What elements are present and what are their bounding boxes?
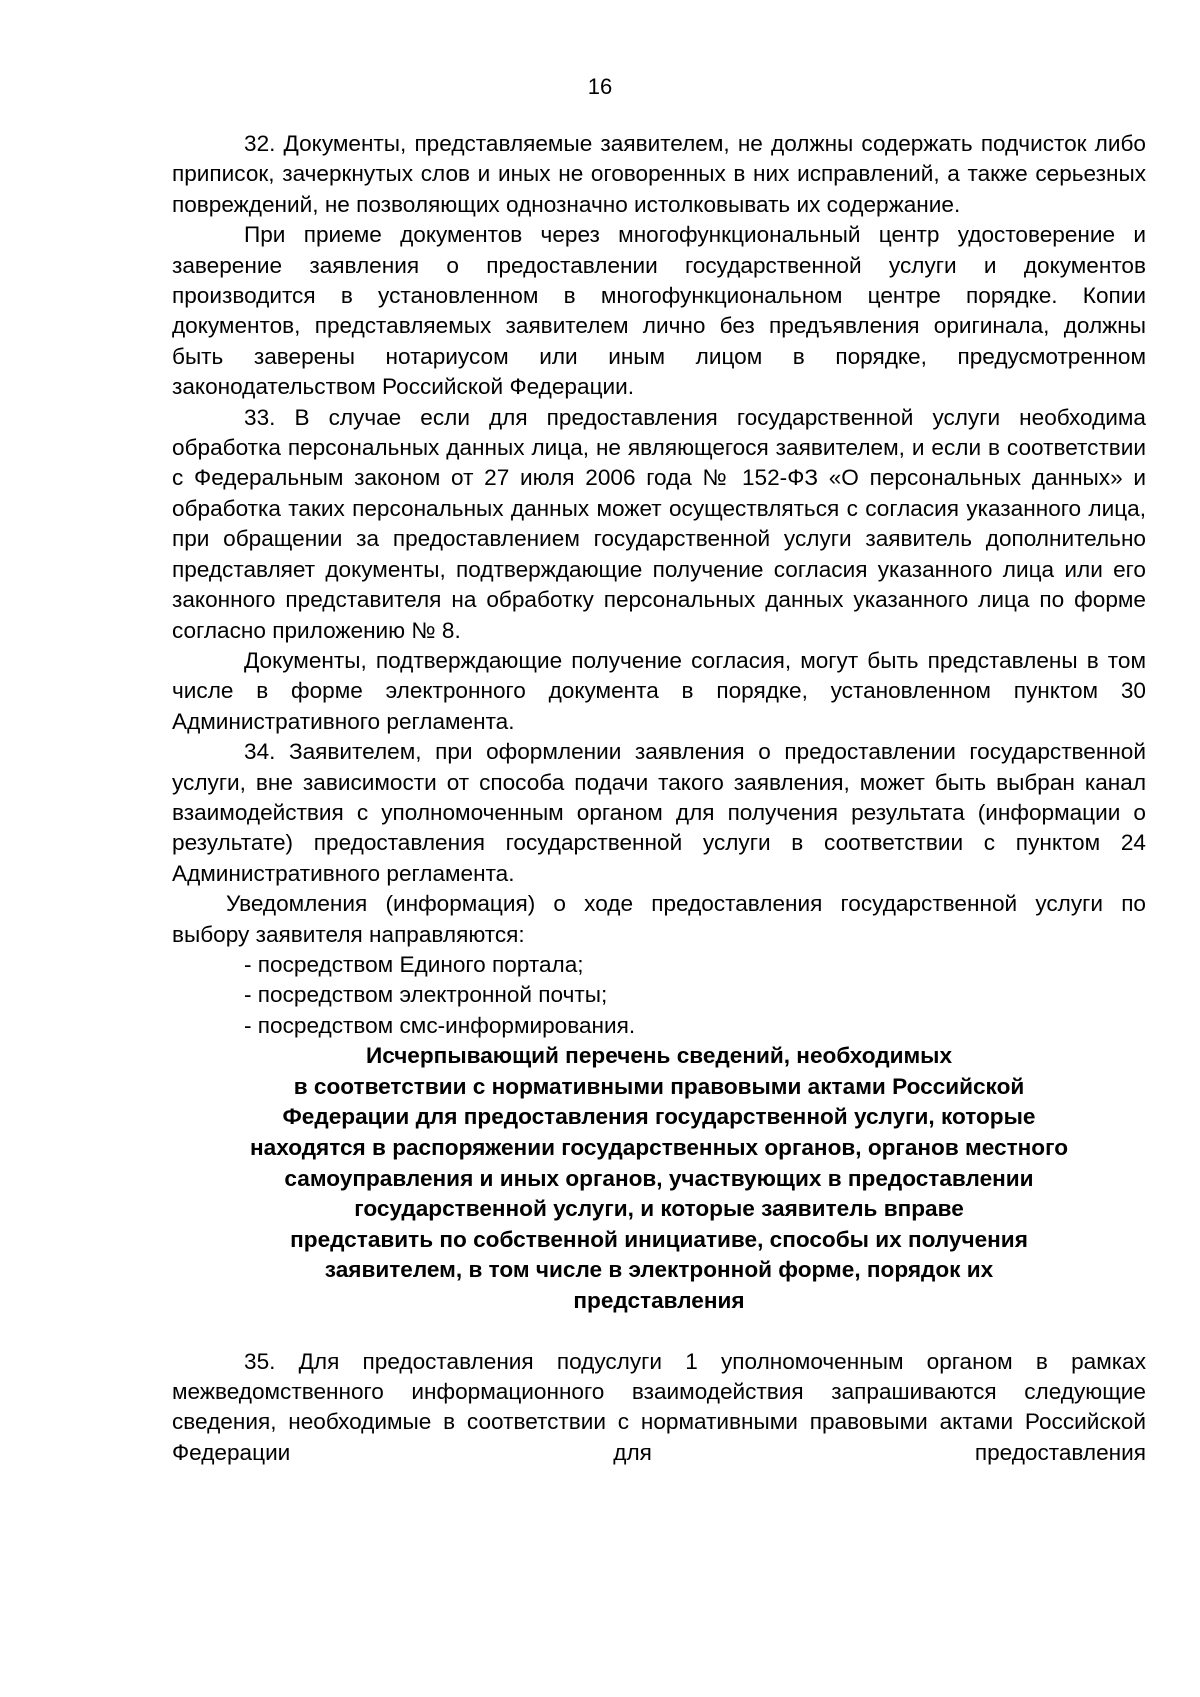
paragraph-32: 32. Документы, представляемые заявителем, не должны содержать подчисток либо приписок, зачеркнутых слов и иных не оговоренных в них исправлений, а также серьезных повреждений, не позволяющих однозначно истолковывать их содержание. — [172, 131, 1146, 217]
heading-line: Федерации для предоставления государственной услуги, которые — [282, 1104, 1036, 1130]
paragraph-33-continuation: Документы, подтверждающие получение согласия, могут быть представлены в том числе в форме электронного документа в порядке, установленном пунктом 30 Административного регламента. — [172, 647, 1146, 734]
section-heading — [172, 1041, 1146, 1316]
heading-line: заявителем, в том числе в электронной форме, порядок их — [324, 1257, 994, 1283]
heading-line: самоуправления и иных органов, участвующих в предоставлении — [284, 1165, 1034, 1191]
section-spacer — [172, 1317, 1146, 1347]
paragraph-33: 33. В случае если для предоставления государственной услуги необходима обработка персональных данных лица, не являющегося заявителем, и если в соответствии с Федеральным законом от 27 июля 2006 года № 152-ФЗ «О персональных данных» и обработка таких персональных данных может осуществляться с согласия указанного лица, при обращении за предоставлением государственной услуги заявитель дополнительно представляет документы, подтверждающие получение согласия указанного лица или его законного представителя на обработку персональных данных указанного лица по форме согласно приложению № 8. — [172, 404, 1146, 643]
list-item: - посредством смс-информирования. — [244, 1012, 636, 1038]
list-item: - посредством электронной почты; — [244, 982, 608, 1008]
heading-line: представить по собственной инициативе, способы их получения — [290, 1226, 1028, 1252]
heading-line: находятся в распоряжении государственных органов, органов местного — [249, 1134, 1068, 1160]
paragraph-32-continuation: При приеме документов через многофункциональный центр удостоверение и заверение заявления о предоставлении государственной услуги и документов производится в установленном в многофункциональном центре порядке. Копии документов, представляемых заявителем лично без предъявления оригинала, должны быть заверены нотариусом или иным лицом в порядке, предусмотренном законодательством Российской Федерации. — [172, 222, 1146, 400]
heading-line: в соответствии с нормативными правовыми актами Российской — [293, 1073, 1025, 1099]
paragraph-34-notifications: Уведомления (информация) о ходе предоставления государственной услуги по выбору заявителя направляются: — [172, 891, 1146, 947]
list-item: - посредством Единого портала; — [244, 951, 584, 977]
document-body — [172, 129, 1146, 1468]
heading-line: государственной услуги, и которые заявитель вправе — [354, 1196, 964, 1222]
paragraph-35: 35. Для предоставления подуслуги 1 уполномоченным органом в рамках межведомственного информационного взаимодействия запрашиваются следующие сведения, необходимые в соответствии с нормативными правовыми актами Российской Федерации для предоставления — [172, 1348, 1146, 1465]
paragraph-34: 34. Заявителем, при оформлении заявления о предоставлении государственной услуги, вне зависимости от способа подачи такого заявления, может быть выбран канал взаимодействия с уполномоченным органом для получения результата (информации о результате) предоставления государственной услуги в соответствии с пунктом 24 Административного регламента. — [172, 739, 1146, 886]
page-number: 16 — [587, 74, 613, 99]
heading-line: представления — [573, 1287, 745, 1313]
heading-line: Исчерпывающий перечень сведений, необходимых — [365, 1043, 953, 1069]
